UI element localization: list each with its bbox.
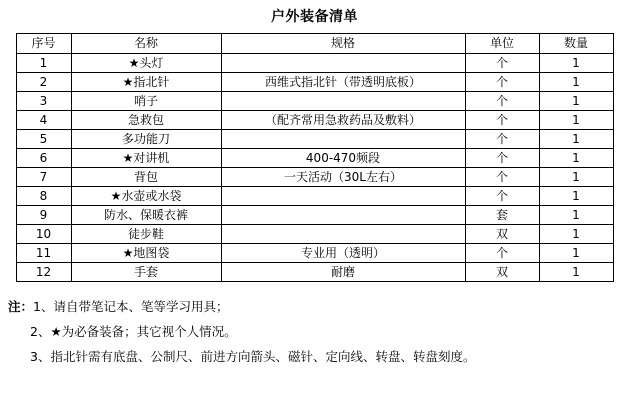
cell-qty: 1 <box>539 225 613 244</box>
cell-spec: 耐磨 <box>221 263 465 282</box>
cell-no: 8 <box>16 187 71 206</box>
page-title: 户外装备清单 <box>271 9 358 25</box>
cell-qty: 1 <box>539 111 613 130</box>
cell-unit: 个 <box>465 149 539 168</box>
cell-unit: 个 <box>465 111 539 130</box>
cell-spec <box>221 187 465 206</box>
cell-unit: 双 <box>465 263 539 282</box>
table-header <box>16 34 613 54</box>
cell-qty: 1 <box>539 168 613 187</box>
cell-qty: 1 <box>539 187 613 206</box>
cell-unit: 个 <box>465 187 539 206</box>
cell-qty: 1 <box>539 130 613 149</box>
cell-spec <box>221 92 465 111</box>
cell-no: 9 <box>16 206 71 225</box>
cell-no: 3 <box>16 92 71 111</box>
note-line-1 <box>8 294 621 319</box>
table-row <box>16 206 613 225</box>
cell-name: 防水、保暖衣裤 <box>71 206 221 225</box>
cell-name: 徒步鞋 <box>71 225 221 244</box>
gear-list-table <box>16 33 614 282</box>
cell-name: 哨子 <box>71 92 221 111</box>
header-cell-name: 名称 <box>71 34 221 54</box>
header-cell-qty: 数量 <box>539 34 613 54</box>
table-row <box>16 187 613 206</box>
cell-name: 背包 <box>71 168 221 187</box>
cell-no: 4 <box>16 111 71 130</box>
cell-spec: 400-470频段 <box>221 149 465 168</box>
table-body <box>16 54 613 282</box>
note-item-1: 1、请自带笔记本、笔等学习用具； <box>33 299 229 314</box>
cell-qty: 1 <box>539 149 613 168</box>
table-header-row <box>16 34 613 54</box>
header-cell-unit: 单位 <box>465 34 539 54</box>
cell-spec <box>221 54 465 73</box>
cell-name: ★对讲机 <box>71 149 221 168</box>
cell-qty: 1 <box>539 92 613 111</box>
header-cell-no: 序号 <box>16 34 71 54</box>
cell-unit: 个 <box>465 130 539 149</box>
cell-no: 10 <box>16 225 71 244</box>
cell-name: 多功能刀 <box>71 130 221 149</box>
cell-unit: 个 <box>465 244 539 263</box>
note-item-2: 2、★为必备装备；其它视个人情况。 <box>30 324 237 339</box>
cell-unit: 套 <box>465 206 539 225</box>
cell-spec <box>221 225 465 244</box>
cell-no: 2 <box>16 73 71 92</box>
header-cell-spec: 规格 <box>221 34 465 54</box>
document-page <box>0 6 629 407</box>
cell-spec: 一天活动（30L左右） <box>221 168 465 187</box>
cell-name: ★指北针 <box>71 73 221 92</box>
table-row <box>16 130 613 149</box>
cell-unit: 个 <box>465 168 539 187</box>
cell-name: 急救包 <box>71 111 221 130</box>
cell-qty: 1 <box>539 244 613 263</box>
cell-qty: 1 <box>539 54 613 73</box>
table-row <box>16 92 613 111</box>
cell-name: ★地图袋 <box>71 244 221 263</box>
cell-qty: 1 <box>539 263 613 282</box>
note-line-3 <box>8 344 621 369</box>
cell-unit: 个 <box>465 54 539 73</box>
table-row <box>16 225 613 244</box>
cell-name: ★头灯 <box>71 54 221 73</box>
cell-qty: 1 <box>539 73 613 92</box>
cell-spec <box>221 206 465 225</box>
note-line-2 <box>8 319 621 344</box>
note-item-3: 3、指北针需有底盘、公制尺、前进方向箭头、磁针、定向线、转盘、转盘刻度。 <box>30 349 476 364</box>
cell-qty: 1 <box>539 206 613 225</box>
table-row <box>16 73 613 92</box>
table-row <box>16 111 613 130</box>
notes-label: 注： <box>8 299 34 314</box>
table-row <box>16 244 613 263</box>
cell-no: 12 <box>16 263 71 282</box>
cell-spec: 西维式指北针（带透明底板） <box>221 73 465 92</box>
cell-no: 1 <box>16 54 71 73</box>
table-row <box>16 54 613 73</box>
cell-no: 6 <box>16 149 71 168</box>
cell-no: 5 <box>16 130 71 149</box>
cell-no: 11 <box>16 244 71 263</box>
cell-unit: 个 <box>465 92 539 111</box>
cell-no: 7 <box>16 168 71 187</box>
table-row <box>16 263 613 282</box>
cell-unit: 个 <box>465 73 539 92</box>
cell-spec: 专业用（透明） <box>221 244 465 263</box>
cell-unit: 双 <box>465 225 539 244</box>
cell-spec: （配齐常用急救药品及敷料） <box>221 111 465 130</box>
notes-section <box>0 294 629 369</box>
cell-name: ★水壶或水袋 <box>71 187 221 206</box>
table-row <box>16 149 613 168</box>
cell-name: 手套 <box>71 263 221 282</box>
table-row <box>16 168 613 187</box>
cell-spec <box>221 130 465 149</box>
